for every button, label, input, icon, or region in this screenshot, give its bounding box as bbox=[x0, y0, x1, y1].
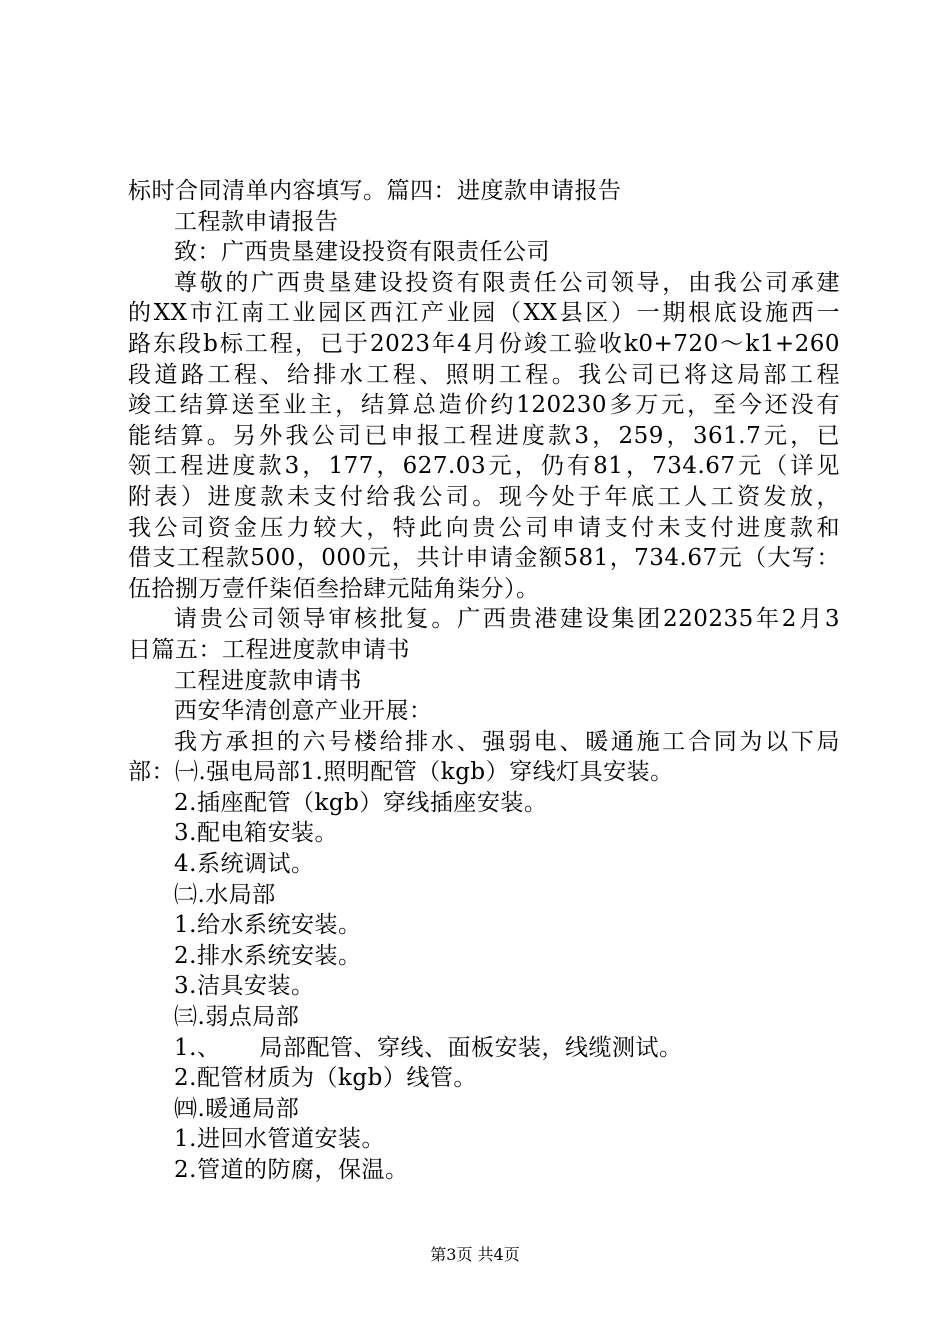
text-line: 西安华清创意产业开展： bbox=[174, 698, 433, 725]
text-line: 领工程进度款3，177，627.03元，仍有81，734.67元（详见 bbox=[128, 453, 840, 480]
text-line: 尊敬的广西贵垦建设投资有限责任公司领导，由我公司承建 bbox=[174, 269, 840, 296]
text-line: 的XX市江南工业园区西江产业园（XX县区）一期根底设施西一 bbox=[128, 300, 840, 327]
text-line: 借支工程款500，000元，共计申请金额581，734.67元（大写： bbox=[128, 545, 840, 572]
text-line: 日篇五：工程进度款申请书 bbox=[128, 636, 410, 663]
text-line: 1.、 局部配管、穿线、面板安装，线缆测试。 bbox=[174, 1034, 683, 1061]
text-line: 部：㈠.强电局部1.照明配管（kgb）穿线灯具安装。 bbox=[128, 759, 674, 786]
text-line: 2.管道的防腐，保温。 bbox=[174, 1157, 409, 1183]
document-body bbox=[128, 176, 840, 1186]
text-line: 竣工结算送至业主，结算总造价约120230多万元，至今还没有 bbox=[128, 392, 840, 419]
text-line: 路东段b标工程，已于2023年4月份竣工验收k0+720～k1+260 bbox=[128, 330, 840, 357]
text-line: 2.排水系统安装。 bbox=[174, 942, 362, 969]
text-line: 4.系统调试。 bbox=[174, 851, 315, 878]
text-line: 工程进度款申请书 bbox=[174, 667, 362, 694]
text-line: 工程款申请报告 bbox=[174, 208, 339, 235]
text-line: 段道路工程、给排水工程、照明工程。我公司已将这局部工程 bbox=[128, 361, 840, 388]
text-line: 1.进回水管道安装。 bbox=[174, 1126, 385, 1153]
text-line: 附表）进度款未支付给我公司。现今处于年底工人工资发放， bbox=[128, 483, 840, 510]
text-line: 标时合同清单内容填写。篇四：进度款申请报告 bbox=[128, 178, 622, 204]
text-line: 伍拾捌万壹仟柒佰叁拾肆元陆角柒分）。 bbox=[128, 575, 540, 602]
text-line: 2.配管材质为（kgb）线管。 bbox=[174, 1065, 477, 1092]
text-line: 我公司资金压力较大，特此向贵公司申请支付未支付进度款和 bbox=[128, 514, 840, 541]
text-line: 请贵公司领导审核批复。广西贵港建设集团220235年2月3 bbox=[174, 606, 840, 633]
text-line: 3.配电箱安装。 bbox=[174, 820, 338, 847]
page-footer: 第3页 共4页 bbox=[430, 1245, 520, 1264]
text-line: 我方承担的六号楼给排水、强弱电、暖通施工合同为以下局 bbox=[174, 728, 840, 755]
text-line: 1.给水系统安装。 bbox=[174, 912, 362, 939]
text-line: 3.洁具安装。 bbox=[174, 973, 315, 1000]
text-line: 能结算。另外我公司已申报工程进度款3，259，361.7元，已 bbox=[128, 422, 840, 449]
text-line: ㈢.弱点局部 bbox=[174, 1004, 300, 1031]
text-line: 致：广西贵垦建设投资有限责任公司 bbox=[174, 239, 550, 266]
text-line: ㈣.暖通局部 bbox=[174, 1095, 300, 1122]
text-line: ㈡.水局部 bbox=[174, 881, 276, 908]
text-line: 2.插座配管（kgb）穿线插座安装。 bbox=[174, 789, 548, 816]
